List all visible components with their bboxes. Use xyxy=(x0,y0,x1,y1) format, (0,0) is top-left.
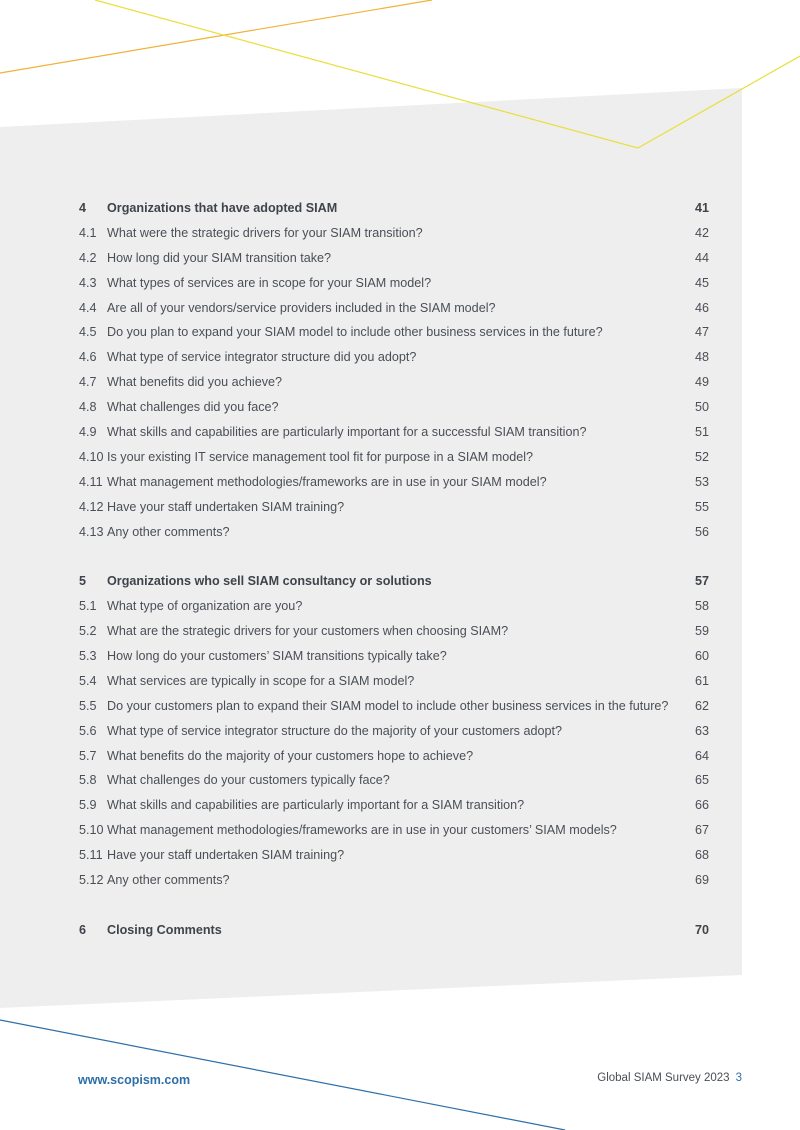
entry-title: What type of service integrator structure did you adopt? xyxy=(107,350,417,365)
entry-number: 4.9 xyxy=(79,425,97,440)
toc-entry[interactable] xyxy=(79,669,709,694)
entry-number: 4.13 xyxy=(79,524,104,539)
entry-page: 49 xyxy=(694,375,709,390)
entry-number: 5.10 xyxy=(79,823,104,838)
entry-title: What management methodologies/frameworks are in use in your customers’ SIAM models? xyxy=(107,823,617,838)
entry-page: 68 xyxy=(694,848,709,863)
entry-number: 4.7 xyxy=(79,375,97,390)
entry-number: 5.7 xyxy=(79,748,97,763)
toc-entry[interactable] xyxy=(79,644,709,669)
entry-number: 4.3 xyxy=(79,275,97,290)
entry-title: Any other comments? xyxy=(107,873,230,888)
section-spacer xyxy=(79,893,709,918)
toc-entry[interactable] xyxy=(79,296,709,321)
entry-title: How long did your SIAM transition take? xyxy=(107,250,332,265)
entry-title: Have your staff undertaken SIAM training? xyxy=(107,499,345,514)
entry-number: 5.6 xyxy=(79,723,97,738)
section-page: 41 xyxy=(694,201,709,215)
toc-entry[interactable] xyxy=(79,694,709,719)
entry-number: 4.1 xyxy=(79,225,97,240)
section-title: Closing Comments xyxy=(107,922,222,937)
toc-section-heading[interactable] xyxy=(79,918,709,943)
entry-title: Are all of your vendors/service providers included in the SIAM model? xyxy=(107,300,496,315)
orange-accent-line xyxy=(0,0,432,73)
website-link[interactable]: www.scopism.com xyxy=(78,1073,191,1087)
toc-entry[interactable] xyxy=(79,719,709,744)
entry-page: 62 xyxy=(694,698,709,713)
toc-entry[interactable] xyxy=(79,619,709,644)
entry-title: How long do your customers’ SIAM transitions typically take? xyxy=(107,649,447,664)
entry-number: 4.8 xyxy=(79,400,97,415)
toc-entry[interactable] xyxy=(79,818,709,843)
toc-entry[interactable] xyxy=(79,320,709,345)
entry-page: 48 xyxy=(694,350,709,365)
entry-page: 52 xyxy=(694,449,709,464)
section-number: 6 xyxy=(79,922,87,937)
entry-page: 46 xyxy=(694,300,709,315)
entry-title: What were the strategic drivers for your SIAM transition? xyxy=(107,225,423,240)
entry-title: What type of service integrator structure do the majority of your customers adopt? xyxy=(107,723,562,738)
toc-entry[interactable] xyxy=(79,345,709,370)
entry-page: 61 xyxy=(694,673,709,688)
entry-title: What challenges do your customers typically face? xyxy=(107,773,390,788)
entry-title: What skills and capabilities are particularly important for a successful SIAM transition? xyxy=(107,425,587,440)
entry-number: 4.2 xyxy=(79,250,97,265)
toc-entry[interactable] xyxy=(79,445,709,470)
entry-number: 5.5 xyxy=(79,698,97,713)
section-page: 57 xyxy=(694,574,709,589)
entry-title: What management methodologies/frameworks are in use in your SIAM model? xyxy=(107,474,547,489)
section-page: 70 xyxy=(694,922,709,937)
entry-number: 4.5 xyxy=(79,325,97,340)
entry-number: 4.10 xyxy=(79,449,104,464)
entry-number: 5.1 xyxy=(79,599,97,614)
toc-entry[interactable] xyxy=(79,744,709,769)
entry-page: 66 xyxy=(694,798,709,813)
section-title: Organizations that have adopted SIAM xyxy=(107,201,338,215)
entry-title: Do your customers plan to expand their SIAM model to include other business services in the future? xyxy=(107,698,669,713)
toc-entry[interactable] xyxy=(79,470,709,495)
entry-number: 5.3 xyxy=(79,649,97,664)
section-number: 4 xyxy=(79,201,87,215)
toc-entry[interactable] xyxy=(79,246,709,271)
entry-title: What skills and capabilities are particularly important for a SIAM transition? xyxy=(107,798,525,813)
entry-title: What types of services are in scope for your SIAM model? xyxy=(107,275,432,290)
section-title: Organizations who sell SIAM consultancy or solutions xyxy=(107,574,432,589)
entry-page: 47 xyxy=(694,325,709,340)
entry-page: 58 xyxy=(694,599,709,614)
entry-page: 50 xyxy=(694,400,709,415)
entry-title: What services are typically in scope for a SIAM model? xyxy=(107,673,415,688)
entry-page: 55 xyxy=(694,499,709,514)
entry-number: 5.2 xyxy=(79,624,97,639)
entry-page: 44 xyxy=(694,250,709,265)
entry-number: 4.4 xyxy=(79,300,97,315)
entry-number: 4.12 xyxy=(79,499,104,514)
entry-page: 53 xyxy=(694,474,709,489)
toc-entry[interactable] xyxy=(79,868,709,893)
entry-title: What are the strategic drivers for your customers when choosing SIAM? xyxy=(107,624,509,639)
toc-entry[interactable] xyxy=(79,768,709,793)
entry-page: 60 xyxy=(694,649,709,664)
entry-number: 5.12 xyxy=(79,873,104,888)
entry-page: 51 xyxy=(694,425,709,440)
toc-entry[interactable] xyxy=(79,843,709,868)
entry-number: 5.9 xyxy=(79,798,97,813)
toc-entry[interactable] xyxy=(79,495,709,520)
entry-title: What type of organization are you? xyxy=(107,599,303,614)
toc-entry[interactable] xyxy=(79,271,709,296)
toc-entry[interactable] xyxy=(79,221,709,246)
entry-title: Have your staff undertaken SIAM training? xyxy=(107,848,345,863)
entry-title: Any other comments? xyxy=(107,524,230,539)
entry-title: What benefits do the majority of your customers hope to achieve? xyxy=(107,748,474,763)
entry-page: 64 xyxy=(694,748,709,763)
entry-title: Do you plan to expand your SIAM model to include other business services in the future? xyxy=(107,325,603,340)
section-number: 5 xyxy=(79,574,87,589)
table-of-contents xyxy=(79,196,709,943)
entry-page: 63 xyxy=(694,723,709,738)
footer-doc-info xyxy=(597,1072,742,1084)
entry-title: What challenges did you face? xyxy=(107,400,279,415)
entry-title: What benefits did you achieve? xyxy=(107,375,283,390)
toc-entry[interactable] xyxy=(79,370,709,395)
entry-page: 45 xyxy=(694,275,709,290)
entry-number: 5.11 xyxy=(79,848,103,863)
entry-number: 5.8 xyxy=(79,773,97,788)
document-title: Global SIAM Survey 2023 xyxy=(597,1072,730,1084)
toc-entry[interactable] xyxy=(79,520,709,545)
entry-page: 42 xyxy=(694,225,709,240)
entry-page: 69 xyxy=(694,873,709,888)
section-spacer xyxy=(79,544,709,569)
toc-entry[interactable] xyxy=(79,793,709,818)
toc-section-heading[interactable] xyxy=(79,569,709,594)
page-number: 3 xyxy=(735,1072,742,1084)
entry-page: 59 xyxy=(694,624,709,639)
toc-section-heading[interactable] xyxy=(79,196,709,221)
entry-number: 5.4 xyxy=(79,673,97,688)
entry-page: 67 xyxy=(694,823,709,838)
entry-page: 56 xyxy=(694,524,709,539)
entry-number: 4.6 xyxy=(79,350,97,365)
toc-entry[interactable] xyxy=(79,395,709,420)
entry-number: 4.11 xyxy=(79,474,103,489)
entry-page: 65 xyxy=(694,773,709,788)
toc-entry[interactable] xyxy=(79,420,709,445)
entry-title: Is your existing IT service management tool fit for purpose in a SIAM model? xyxy=(107,449,534,464)
toc-entry[interactable] xyxy=(79,594,709,619)
